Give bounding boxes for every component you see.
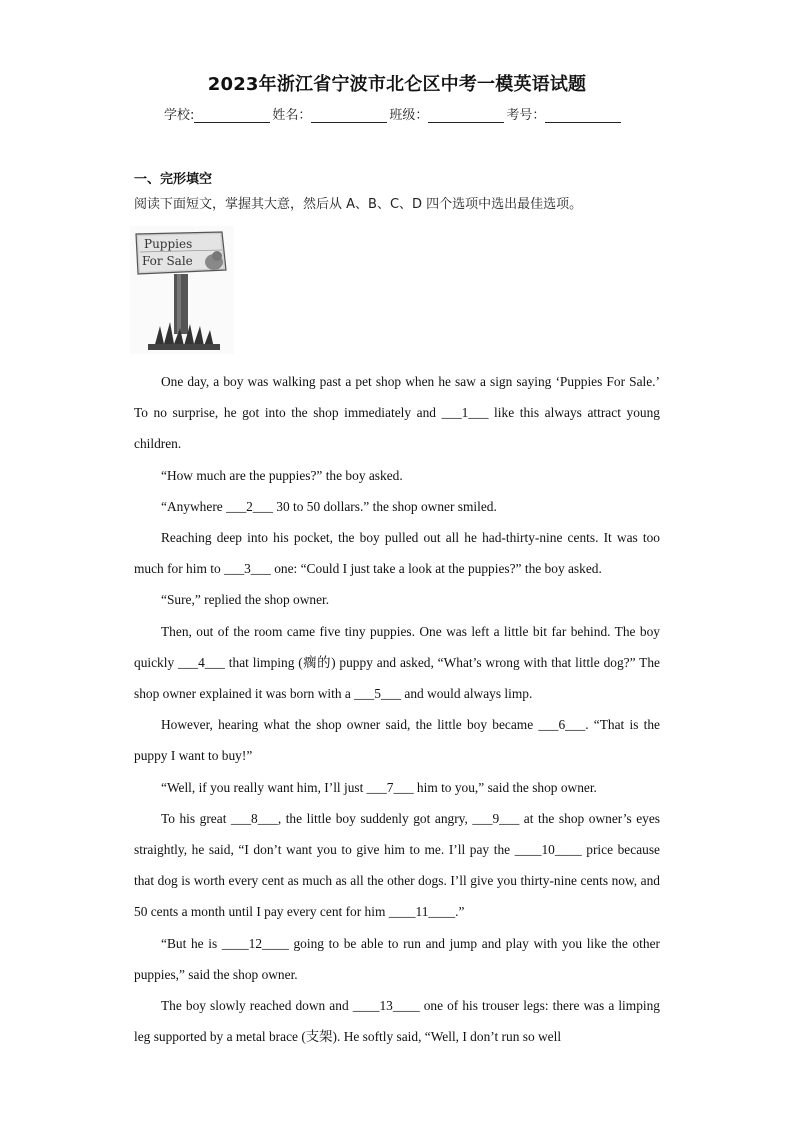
page-title: 2023年浙江省宁波市北仑区中考一模英语试题	[207, 74, 587, 95]
passage-paragraph: “How much are the puppies?” the boy asked.	[161, 467, 403, 483]
passage-paragraph: “Sure,” replied the shop owner.	[161, 592, 330, 608]
passage-paragraph: To his great ___8___, the little boy suddenly got angry, ___9___ at the shop owner’s eyes straightly, he said, “I don’t want you to give him to me. I’ll pay the ____10____ price because that dog is worth every cent as much as all the other dogs. I’ll give you thirty-nine cents now, and 50 cents a month until I pay every cent for him ____11____.”	[134, 810, 660, 920]
passage	[134, 366, 660, 1052]
exam-number-label: 考号：	[506, 108, 546, 123]
section-heading: 一、完形填空	[134, 172, 213, 187]
puppies-for-sale-sign-illustration	[130, 226, 234, 354]
section-instruction: 阅读下面短文，掌握其大意，然后从 A、B、C、D 四个选项中选出最佳选项。	[134, 197, 583, 212]
exam-number-blank	[545, 109, 621, 123]
name-blank	[311, 109, 387, 123]
class-blank	[428, 109, 504, 123]
passage-paragraph: Then, out of the room came five tiny puppies. One was left a little bit far behind. The boy quickly ___4___ that limping (瘸的) puppy and asked, “What’s wrong with that little dog?” The shop owner explained it was born with a ___5___ and would always limp.	[134, 623, 660, 702]
passage-paragraph: “Well, if you really want him, I’ll just ___7___ him to you,” said the shop owner.	[161, 779, 597, 795]
class-label: 班级：	[389, 108, 429, 123]
school-blank	[194, 109, 270, 123]
passage-paragraph: The boy slowly reached down and ____13____ one of his trouser legs: there was a limping leg supported by a metal brace (支架). He softly said, “Well, I don’t run so well	[134, 998, 660, 1045]
sign-text-line-1: Puppies	[144, 237, 193, 251]
name-label: 姓名：	[272, 108, 312, 123]
student-info-line	[164, 104, 623, 123]
passage-paragraph: Reaching deep into his pocket, the boy pulled out all he had-thirty-nine cents. It was too much for him to ___3___ one: “Could I just take a look at the puppies?” the boy asked.	[134, 530, 660, 577]
school-label: 学校:	[164, 108, 195, 123]
sign-text-line-2: For Sale	[142, 254, 193, 268]
passage-paragraph: One day, a boy was walking past a pet shop when he saw a sign saying ‘Puppies For Sale.’ To no surprise, he got into the shop immediately and ___1___ like this always attract young children.	[134, 374, 660, 452]
passage-paragraph: “But he is ____12____ going to be able to run and jump and play with you like the other puppies,” said the shop owner.	[134, 935, 660, 982]
passage-paragraph: However, hearing what the shop owner said, the little boy became ___6___. “That is the puppy I want to buy!”	[134, 717, 660, 764]
passage-paragraph: “Anywhere ___2___ 30 to 50 dollars.” the shop owner smiled.	[161, 498, 497, 514]
